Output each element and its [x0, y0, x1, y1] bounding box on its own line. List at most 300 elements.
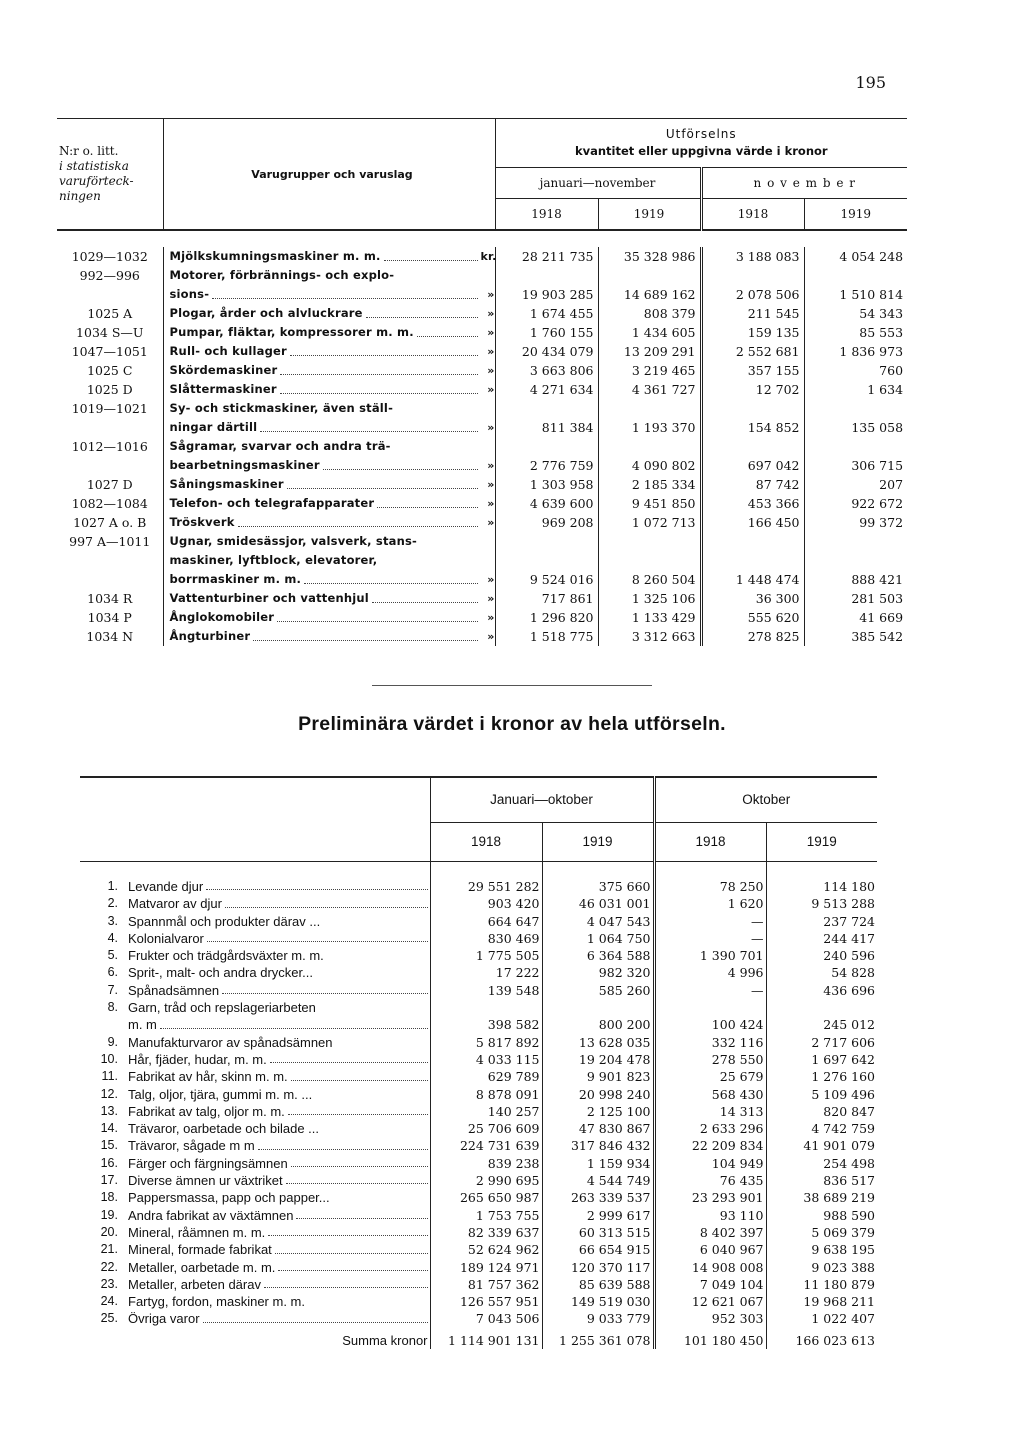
item-number: 1034 N [57, 627, 163, 646]
value-cell: 281 503 [851, 591, 904, 606]
value-cell: 398 582 [430, 1016, 542, 1033]
table-row [57, 494, 907, 513]
table-row [80, 1137, 877, 1154]
leader-dots [286, 1183, 428, 1184]
category-description [128, 1086, 430, 1103]
value-cell: 3 663 806 [495, 361, 598, 380]
value-cell: 52 624 962 [430, 1241, 542, 1258]
item-description [163, 266, 495, 285]
section-divider [372, 685, 652, 686]
item-number [57, 570, 163, 589]
value-cell: 47 830 867 [542, 1120, 654, 1137]
value-cell: 4 639 600 [495, 494, 598, 513]
value-cell: 1 193 370 [598, 418, 701, 437]
category-description [128, 1103, 430, 1120]
value-cell: 1 753 755 [430, 1207, 542, 1224]
row-number: 12. [100, 1086, 118, 1101]
table-row [57, 304, 907, 323]
category-description-text: Garn, tråd och repslageriarbeten [128, 1000, 316, 1016]
value-cell: 2 990 695 [430, 1172, 542, 1189]
value-cell: 20 998 240 [542, 1086, 654, 1103]
leader-dots [222, 993, 427, 994]
value-cell: 100 424 [654, 1016, 766, 1033]
table-row [80, 1068, 877, 1085]
value-cell: 244 417 [823, 930, 875, 946]
row-number: 22. [100, 1259, 118, 1274]
category-description-text: Metaller, oarbetade m. m. [128, 1259, 276, 1275]
category-description-text: Fartyg, fordon, maskiner m. m. [128, 1294, 305, 1310]
section-title: Preliminära värdet i kronor av hela utförseln. [298, 713, 726, 735]
table-row [80, 930, 877, 947]
category-description-text: Fabrikat av talg, oljor m. m. [128, 1103, 285, 1119]
value-cell: 629 789 [430, 1068, 542, 1085]
value-cell: 25 706 609 [430, 1120, 542, 1137]
value-cell [804, 437, 907, 456]
item-description [163, 418, 495, 437]
value-cell: 8 402 397 [654, 1224, 766, 1241]
item-number: 1025 A [57, 304, 163, 323]
leader-dots [160, 1028, 428, 1029]
table-row [57, 399, 907, 418]
category-description [128, 913, 430, 930]
category-description-text: Diverse ämnen ur växtriket [128, 1173, 283, 1189]
total-export-value-table [80, 776, 877, 1349]
item-description-text: Sågramar, svarvar och andra trä- [169, 439, 391, 453]
value-cell: 82 339 637 [430, 1224, 542, 1241]
item-description [163, 456, 495, 475]
value-cell: 888 421 [851, 572, 904, 587]
value-cell: 237 724 [823, 913, 875, 929]
value-cell: 66 654 915 [542, 1241, 654, 1258]
value-cell [542, 999, 654, 1016]
value-cell: 4 033 115 [430, 1051, 542, 1068]
item-description [163, 399, 495, 418]
value-cell: 149 519 030 [542, 1293, 654, 1310]
item-description-text: Vattenturbiner och vattenhjul [169, 591, 369, 605]
item-number: 1019—1021 [57, 399, 163, 418]
table-row [57, 342, 907, 361]
value-cell: 1 159 934 [542, 1155, 654, 1172]
item-description [163, 627, 495, 646]
value-cell: 19 903 285 [495, 285, 598, 304]
leader-dots [372, 602, 478, 603]
category-description-text: Spannmål och produkter därav ... [128, 913, 321, 929]
row-number: 21. [100, 1242, 118, 1257]
unit-label: » [487, 383, 495, 396]
value-cell: 4 090 802 [598, 456, 701, 475]
leader-dots [296, 1218, 427, 1219]
value-cell: 25 679 [654, 1068, 766, 1085]
value-cell: 38 689 219 [803, 1190, 875, 1206]
leader-dots [225, 907, 428, 908]
item-number [57, 551, 163, 570]
row-number: 9. [107, 1034, 118, 1049]
leader-dots [280, 374, 477, 375]
category-description-text: Fabrikat av hår, skinn m. m. [128, 1069, 288, 1085]
value-cell: 4 361 727 [598, 380, 701, 399]
value-cell: 19 968 211 [803, 1294, 875, 1310]
total-value: 1 255 361 078 [542, 1328, 654, 1349]
value-cell: 120 370 117 [542, 1259, 654, 1276]
value-cell: 140 257 [430, 1103, 542, 1120]
value-cell: 664 647 [430, 913, 542, 930]
category-description [128, 1155, 430, 1172]
value-cell: 76 435 [654, 1172, 766, 1189]
value-cell: 820 847 [823, 1103, 875, 1119]
value-cell: 12 702 [701, 380, 804, 399]
category-description [128, 895, 430, 912]
value-cell [804, 532, 907, 551]
value-cell: 41 669 [859, 610, 904, 625]
leader-dots [323, 469, 478, 470]
item-number: 1034 R [57, 589, 163, 608]
category-description [128, 964, 430, 981]
value-cell: 4 742 759 [811, 1121, 875, 1137]
year-header: 1919 [804, 199, 907, 231]
value-cell: 2 125 100 [542, 1103, 654, 1120]
item-number: 1025 D [57, 380, 163, 399]
value-cell: 9 524 016 [495, 570, 598, 589]
leader-dots [288, 1114, 428, 1115]
export-group-title: Utförselns [665, 127, 737, 141]
total-export-table-body [80, 878, 877, 1349]
item-number: 1025 C [57, 361, 163, 380]
value-cell: 5 817 892 [430, 1034, 542, 1051]
year-header: 1918 [495, 199, 598, 231]
value-cell: 1 276 160 [811, 1069, 875, 1085]
item-number-header-line: i statistiska [59, 159, 129, 173]
category-description-text: m. m [128, 1017, 157, 1033]
value-cell: 20 434 079 [495, 342, 598, 361]
table-row [80, 947, 877, 964]
value-cell: 568 430 [654, 1086, 766, 1103]
table-row [80, 1207, 877, 1224]
value-cell: 3 312 663 [598, 627, 701, 646]
value-cell: 1 448 474 [701, 570, 804, 589]
table-row [80, 964, 877, 981]
row-number: 3. [107, 913, 118, 928]
table-row [80, 1086, 877, 1103]
value-cell: 46 031 001 [542, 895, 654, 912]
value-cell: 1 133 429 [598, 608, 701, 627]
item-number: 1027 A o. B [57, 513, 163, 532]
item-description-text: Rull- och kullager [169, 344, 287, 358]
value-cell: 1 434 605 [598, 323, 701, 342]
value-cell [430, 999, 542, 1016]
table-row [57, 418, 907, 437]
leader-dots [258, 1149, 428, 1150]
value-cell: 375 660 [542, 878, 654, 895]
leader-dots [384, 260, 478, 261]
value-cell: 28 211 735 [495, 247, 598, 266]
item-description [163, 304, 495, 323]
value-cell: 29 551 282 [430, 878, 542, 895]
value-cell: 9 638 195 [811, 1242, 875, 1258]
value-cell: 922 672 [851, 496, 904, 511]
table-row [57, 475, 907, 494]
row-number: 5. [107, 948, 118, 963]
category-description [128, 1068, 430, 1085]
value-cell [804, 266, 907, 285]
value-cell: 1 634 [867, 382, 904, 397]
item-number: 1047—1051 [57, 342, 163, 361]
item-number: 1034 S—U [57, 323, 163, 342]
value-cell: 836 517 [823, 1173, 875, 1189]
item-description [163, 437, 495, 456]
item-description [163, 551, 495, 570]
unit-label: kr. [480, 250, 497, 263]
category-description [128, 1207, 430, 1224]
table-row [80, 1224, 877, 1241]
category-description [128, 1137, 430, 1154]
value-cell: 126 557 951 [430, 1293, 542, 1310]
item-description-text: Ångturbiner [169, 629, 251, 643]
leader-dots [260, 431, 477, 432]
item-description-text: Ånglokomobiler [169, 610, 275, 624]
unit-label: » [487, 611, 495, 624]
value-cell: 4 996 [654, 964, 766, 981]
item-description [163, 589, 495, 608]
item-description-text: sions- [169, 287, 210, 301]
item-description-text: Ugnar, smidesässjor, valsverk, stans- [169, 534, 418, 548]
table-row [80, 1155, 877, 1172]
category-description-text: Mineral, formade fabrikat [128, 1242, 272, 1258]
table-row [80, 982, 877, 999]
value-cell: 36 300 [701, 589, 804, 608]
table-row [57, 551, 907, 570]
category-description [128, 1276, 430, 1293]
category-description [128, 1224, 430, 1241]
value-cell [701, 532, 804, 551]
table-row [57, 361, 907, 380]
item-description-text: Motorer, förbrännings- och explo- [169, 268, 395, 282]
leader-dots [377, 507, 477, 508]
item-number: 1034 P [57, 608, 163, 627]
unit-label: » [487, 288, 495, 301]
value-cell [598, 399, 701, 418]
leader-dots [268, 1235, 427, 1236]
category-description-text: Andra fabrikat av växtämnen [128, 1207, 294, 1223]
value-cell: 808 379 [598, 304, 701, 323]
value-cell: 1 775 505 [430, 947, 542, 964]
item-description [163, 532, 495, 551]
category-description [128, 1051, 430, 1068]
item-description [163, 380, 495, 399]
value-cell: 17 222 [430, 964, 542, 981]
value-cell: 1 390 701 [654, 947, 766, 964]
item-number: 1027 D [57, 475, 163, 494]
leader-dots [417, 336, 478, 337]
row-number: 1. [107, 879, 118, 893]
value-cell: 22 209 834 [654, 1137, 766, 1154]
item-description-text: Sy- och stickmaskiner, även ställ- [169, 401, 394, 415]
value-cell [804, 399, 907, 418]
value-cell [598, 532, 701, 551]
value-cell: 1 072 713 [598, 513, 701, 532]
category-description [128, 999, 430, 1016]
value-cell: 2 185 334 [598, 475, 701, 494]
category-description [128, 930, 430, 947]
value-cell [598, 437, 701, 456]
value-cell: 139 548 [430, 982, 542, 999]
unit-label: » [487, 345, 495, 358]
item-description [163, 323, 495, 342]
period-october-header: Oktober [654, 777, 877, 823]
value-cell: — [654, 913, 766, 930]
value-cell: 265 650 987 [430, 1189, 542, 1206]
item-description-text: borrmaskiner m. m. [169, 572, 302, 586]
value-cell: 60 313 515 [542, 1224, 654, 1241]
category-description-text: Trävaror, sågade m m [128, 1138, 255, 1154]
unit-label: » [487, 364, 495, 377]
leader-dots [304, 583, 477, 584]
value-cell [654, 999, 766, 1016]
value-cell: 357 155 [701, 361, 804, 380]
value-cell [495, 437, 598, 456]
value-cell: 1 325 106 [598, 589, 701, 608]
value-cell: 154 852 [701, 418, 804, 437]
unit-label: » [487, 516, 495, 529]
period-november-header: n o v e m b e r [701, 168, 907, 199]
table-row [57, 285, 907, 304]
value-cell: 982 320 [542, 964, 654, 981]
year-header: 1918 [430, 823, 542, 862]
value-cell: 81 757 362 [430, 1276, 542, 1293]
item-description-text: Mjölkskumningsmaskiner m. m. [169, 249, 381, 263]
year-header: 1919 [542, 823, 654, 862]
category-description [128, 1172, 430, 1189]
row-number: 11. [101, 1069, 118, 1084]
unit-label: » [487, 459, 495, 472]
value-cell [701, 266, 804, 285]
table-row [57, 380, 907, 399]
value-cell: 278 825 [701, 627, 804, 646]
table-row [57, 513, 907, 532]
value-cell: 811 384 [495, 418, 598, 437]
table-row [80, 895, 877, 912]
item-number: 1029—1032 [57, 247, 163, 266]
value-cell: 1 620 [654, 895, 766, 912]
value-cell: 263 339 537 [542, 1189, 654, 1206]
item-number: 1012—1016 [57, 437, 163, 456]
value-cell: 14 313 [654, 1103, 766, 1120]
row-number: 14. [100, 1121, 118, 1136]
item-description-text: Telefon- och telegrafapparater [169, 496, 375, 510]
table-row [57, 437, 907, 456]
row-number: 15. [100, 1138, 118, 1153]
value-cell: 988 590 [823, 1207, 875, 1223]
item-description [163, 361, 495, 380]
item-number-header [57, 119, 163, 231]
item-number-header-line: ningen [59, 189, 101, 203]
value-cell: 760 [879, 363, 904, 378]
value-cell: 135 058 [851, 420, 904, 435]
row-number: 6. [107, 965, 118, 980]
table-row [57, 266, 907, 285]
value-cell [701, 399, 804, 418]
value-cell: 54 343 [859, 306, 904, 321]
machinery-table-body [57, 247, 907, 646]
row-number: 7. [107, 982, 118, 997]
value-cell: 1 836 973 [839, 344, 904, 359]
value-cell: 4 544 749 [542, 1172, 654, 1189]
category-description [128, 1293, 430, 1310]
value-cell: 93 110 [654, 1207, 766, 1224]
leader-dots [253, 640, 477, 641]
value-cell: 1 022 407 [811, 1311, 875, 1327]
value-cell: 8 260 504 [598, 570, 701, 589]
value-cell: 1 510 814 [839, 287, 904, 302]
category-description-text: Pappersmassa, papp och papper... [128, 1190, 330, 1206]
leader-dots [212, 298, 477, 299]
table-row [57, 570, 907, 589]
table-row [57, 247, 907, 266]
row-number: 19. [100, 1207, 118, 1222]
unit-label: » [487, 573, 495, 586]
table-row [80, 913, 877, 930]
value-cell: — [654, 982, 766, 999]
table-row [80, 1276, 877, 1293]
leader-dots [270, 1062, 428, 1063]
value-cell [701, 437, 804, 456]
value-cell: 5 069 379 [811, 1224, 875, 1240]
unit-label: » [487, 630, 495, 643]
value-cell [495, 399, 598, 418]
value-cell: 159 135 [701, 323, 804, 342]
value-cell: 8 878 091 [430, 1086, 542, 1103]
category-description [128, 1310, 430, 1327]
year-header: 1918 [701, 199, 804, 231]
table-row [57, 532, 907, 551]
category-description [128, 1259, 430, 1276]
total-value: 166 023 613 [795, 1332, 875, 1348]
item-number [57, 456, 163, 475]
item-description [163, 285, 495, 304]
total-row [80, 1328, 877, 1349]
value-cell: 11 180 879 [803, 1276, 875, 1292]
value-cell: 1 518 775 [495, 627, 598, 646]
item-description [163, 494, 495, 513]
value-cell: 4 271 634 [495, 380, 598, 399]
row-number: 13. [100, 1103, 118, 1118]
table-row [57, 323, 907, 342]
year-header: 1918 [654, 823, 766, 862]
value-cell: 6 040 967 [654, 1241, 766, 1258]
value-cell: 87 742 [701, 475, 804, 494]
table-row [80, 1293, 877, 1310]
item-number [57, 285, 163, 304]
item-number: 1082—1084 [57, 494, 163, 513]
row-number: 20. [100, 1224, 118, 1239]
category-description [128, 1120, 430, 1137]
item-description-text: maskiner, lyftblock, elevatorer, [169, 553, 378, 567]
table-row [80, 878, 877, 895]
category-description [128, 982, 430, 999]
value-cell: — [654, 930, 766, 947]
category-description [128, 878, 430, 895]
unit-label: » [487, 326, 495, 339]
item-number: 997 A—1011 [57, 532, 163, 551]
value-cell: 14 908 008 [654, 1259, 766, 1276]
category-description-text: Matvaror av djur [128, 896, 222, 912]
value-cell: 278 550 [654, 1051, 766, 1068]
value-cell: 2 717 606 [811, 1034, 875, 1050]
row-number: 8. [107, 1000, 118, 1015]
value-cell: 317 846 432 [542, 1137, 654, 1154]
unit-label: » [487, 497, 495, 510]
value-cell: 9 033 779 [542, 1310, 654, 1327]
item-number [57, 418, 163, 437]
